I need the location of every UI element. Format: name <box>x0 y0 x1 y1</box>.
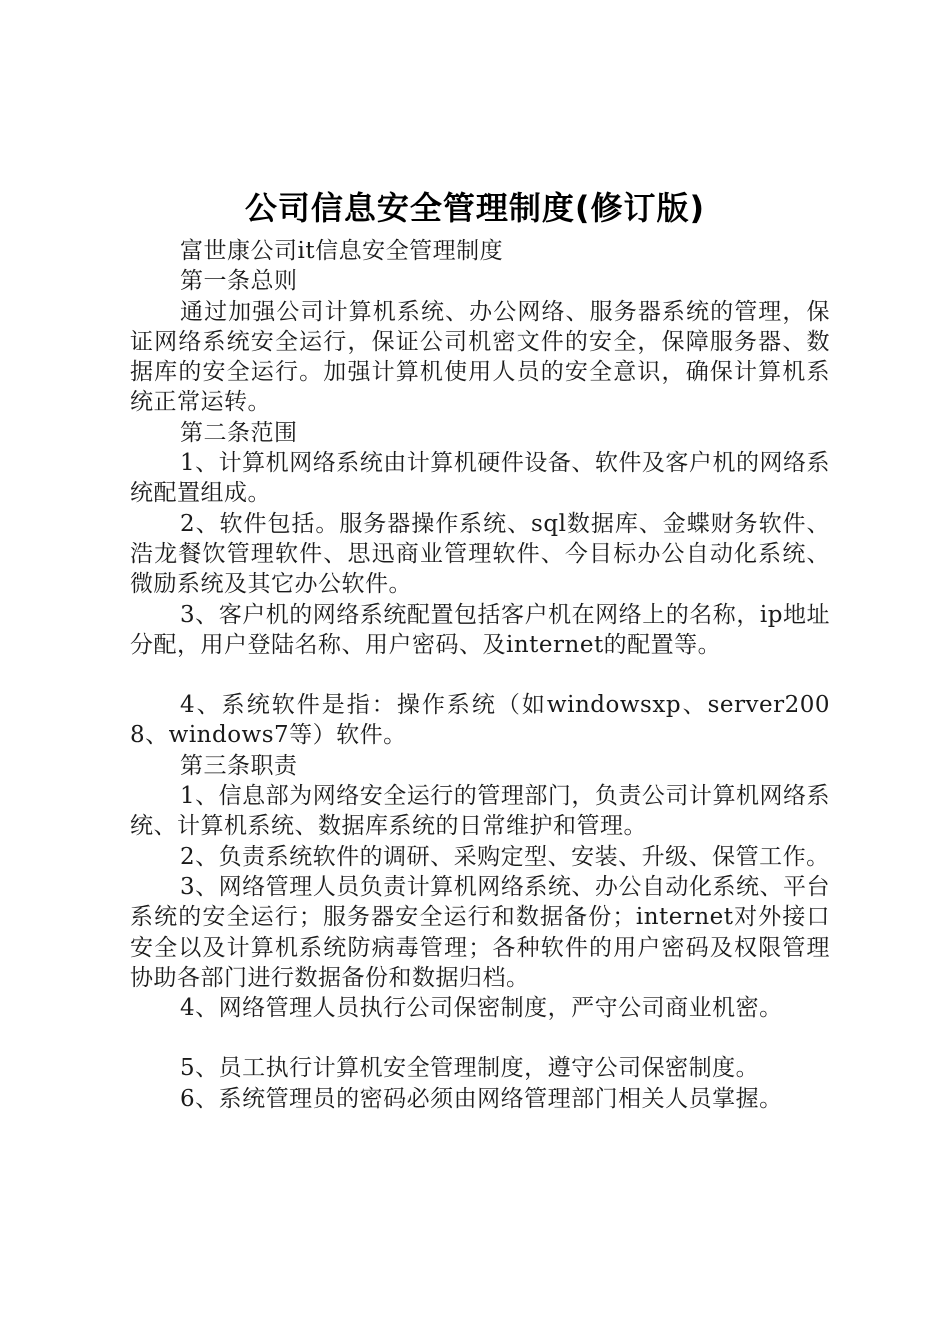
paragraph-general-purpose: 通过加强公司计算机系统、办公网络、服务器系统的管理，保证网络系统安全运行，保证公司机密文件的安全，保障服务器、数据库的安全运行。加强计算机使用人员的安全意识，确保计算机系统正常运转。 <box>130 298 830 416</box>
paragraph-scope-2: 2、软件包括。服务器操作系统、sql数据库、金蝶财务软件、浩龙餐饮管理软件、思迅商业管理软件、今目标办公自动化系统、微励系统及其它办公软件。 <box>130 510 830 598</box>
paragraph-duties-3: 3、网络管理人员负责计算机网络系统、办公自动化系统、平台系统的安全运行；服务器安全运行和数据备份；internet对外接口安全以及计算机系统防病毒管理；各种软件的用户密码及权限管理协助各部门进行数据备份和数据归档。 <box>130 873 830 991</box>
section-heading-duties: 第三条职责 <box>180 752 298 779</box>
section-heading-scope: 第二条范围 <box>180 419 298 446</box>
paragraph-scope-4: 4、系统软件是指：操作系统（如windowsxp、server2008、windows7等）软件。 <box>130 692 830 749</box>
section-heading-general: 第一条总则 <box>180 268 298 295</box>
paragraph-duties-6: 6、系统管理员的密码必须由网络管理部门相关人员掌握。 <box>180 1085 783 1112</box>
paragraph-scope-3: 3、客户机的网络系统配置包括客户机在网络上的名称，ip地址分配，用户登陆名称、用户密码、及internet的配置等。 <box>130 601 830 658</box>
paragraph-duties-4: 4、网络管理人员执行公司保密制度，严守公司商业机密。 <box>180 995 783 1022</box>
paragraph-duties-5: 5、员工执行计算机安全管理制度，遵守公司保密制度。 <box>180 1055 760 1082</box>
paragraph-scope-1: 1、计算机网络系统由计算机硬件设备、软件及客户机的网络系统配置组成。 <box>130 450 830 507</box>
document-body <box>130 236 830 1114</box>
document-title: 公司信息安全管理制度(修订版) <box>244 189 706 227</box>
paragraph-duties-2: 2、负责系统软件的调研、采购定型、安装、升级、保管工作。 <box>180 843 830 870</box>
paragraph-duties-1: 1、信息部为网络安全运行的管理部门，负责公司计算机网络系统、计算机系统、数据库系统的日常维护和管理。 <box>130 783 830 840</box>
document-subtitle: 富世康公司it信息安全管理制度 <box>180 238 504 264</box>
